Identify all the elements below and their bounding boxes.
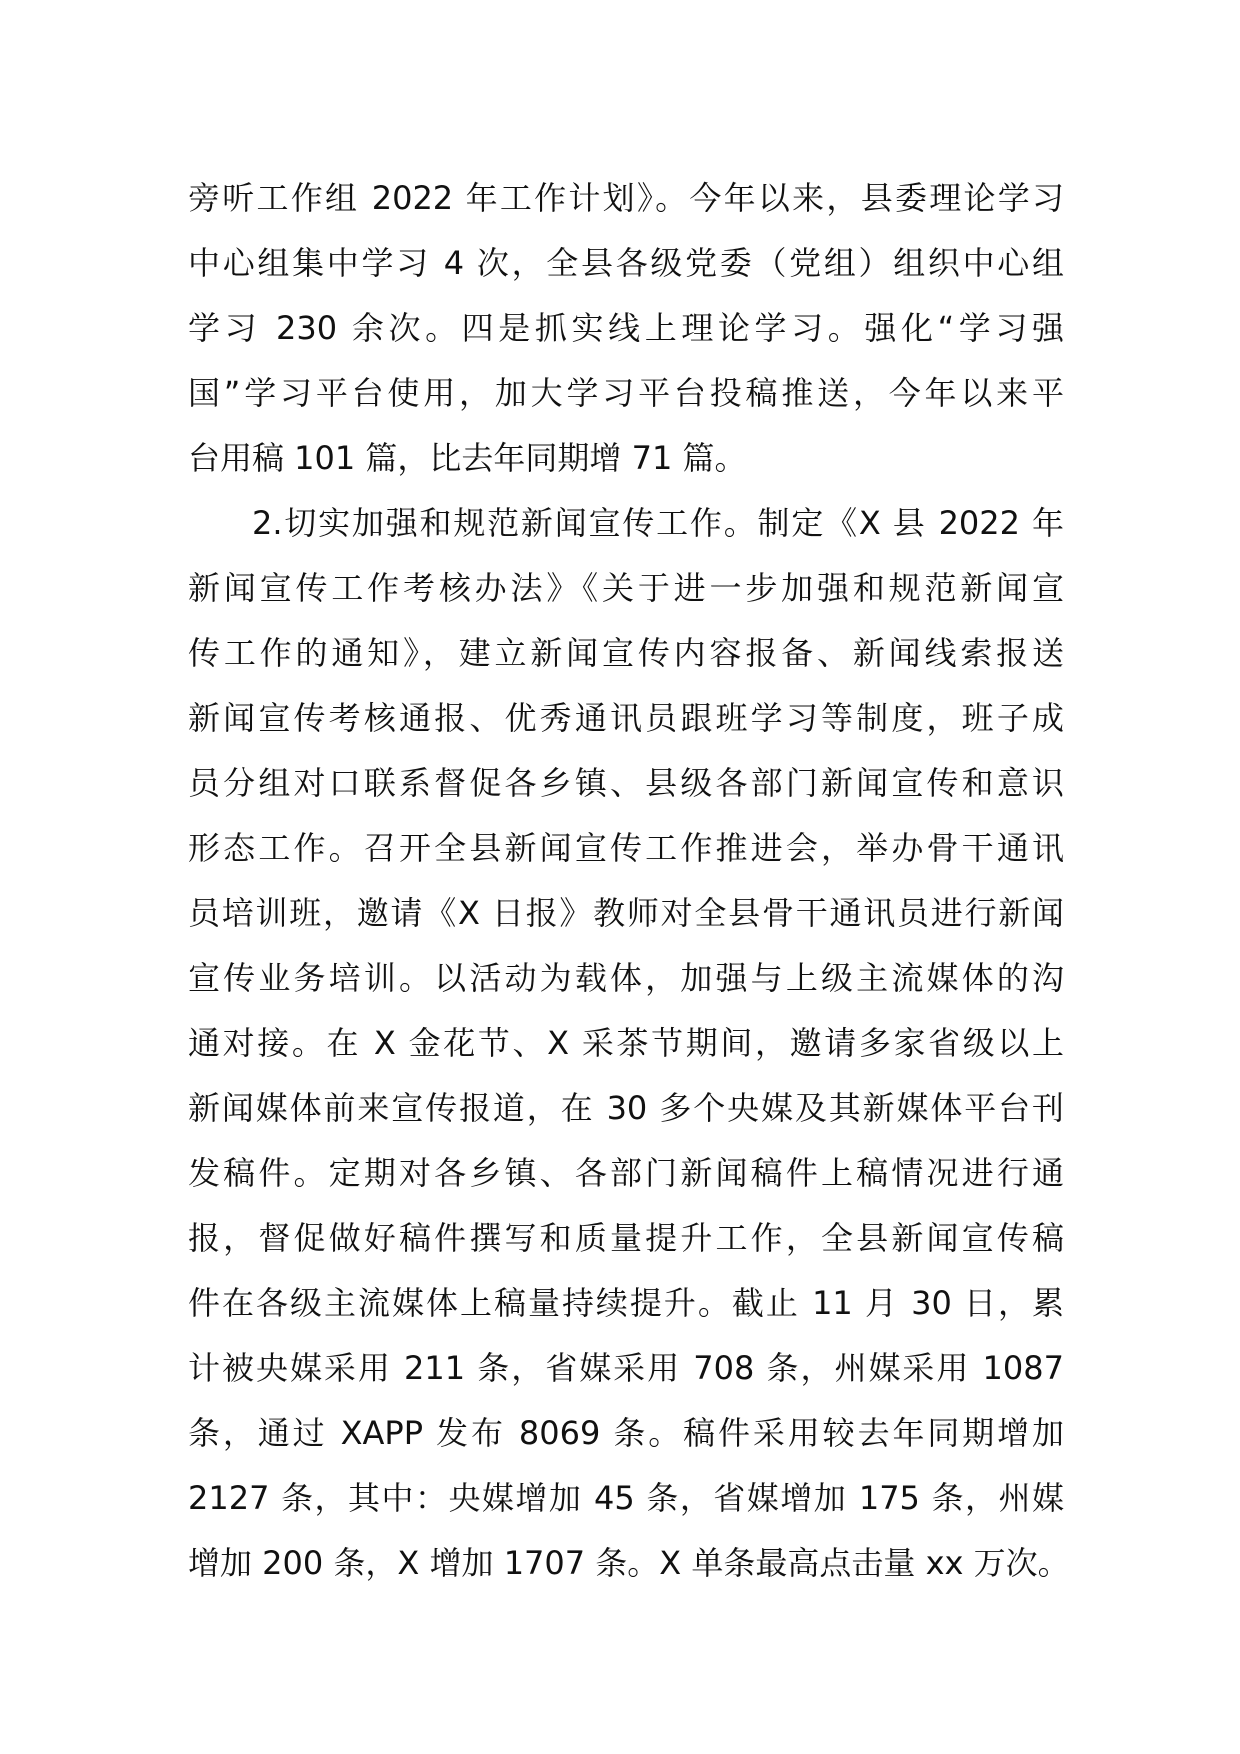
text-line: 台用稿 101 篇，比去年同期增 71 篇。 xyxy=(188,439,747,477)
paragraph-theory-study xyxy=(188,166,1064,491)
text-line: 通对接。在 X 金花节、X 采茶节期间，邀请多家省级以上 xyxy=(188,1024,1064,1062)
text-line: 员培训班，邀请《X 日报》教师对全县骨干通讯员进行新闻 xyxy=(188,894,1064,932)
text-line: 增加 200 条，X 增加 1707 条。X 单条最高点击量 xx 万次。 xyxy=(188,1544,1070,1582)
text-line: 宣传业务培训。以活动为载体，加强与上级主流媒体的沟 xyxy=(188,959,1064,997)
text-line: 中心组集中学习 4 次，全县各级党委（党组）组织中心组 xyxy=(188,244,1064,282)
text-line: 2127 条，其中：央媒增加 45 条，省媒增加 175 条，州媒 xyxy=(188,1479,1064,1517)
text-line: 件在各级主流媒体上稿量持续提升。截止 11 月 30 日，累 xyxy=(188,1284,1064,1322)
text-line: 旁听工作组 2022 年工作计划》。今年以来，县委理论学习 xyxy=(188,179,1064,217)
text-line: 新闻宣传考核通报、优秀通讯员跟班学习等制度，班子成 xyxy=(188,699,1064,737)
text-line: 学习 230 余次。四是抓实线上理论学习。强化“学习强 xyxy=(188,309,1064,347)
text-line: 发稿件。定期对各乡镇、各部门新闻稿件上稿情况进行通 xyxy=(188,1154,1064,1192)
text-line: 计被央媒采用 211 条，省媒采用 708 条，州媒采用 1087 xyxy=(188,1349,1064,1387)
text-line: 报，督促做好稿件撰写和质量提升工作，全县新闻宣传稿 xyxy=(188,1219,1064,1257)
text-line: 员分组对口联系督促各乡镇、县级各部门新闻宣传和意识 xyxy=(188,764,1064,802)
text-line: 2.切实加强和规范新闻宣传工作。制定《X 县 2022 年 xyxy=(252,504,1064,542)
text-line: 条，通过 XAPP 发布 8069 条。稿件采用较去年同期增加 xyxy=(188,1414,1064,1452)
text-line: 新闻宣传工作考核办法》《关于进一步加强和规范新闻宣 xyxy=(188,569,1064,607)
text-line: 传工作的通知》，建立新闻宣传内容报备、新闻线索报送 xyxy=(188,634,1064,672)
text-line: 新闻媒体前来宣传报道，在 30 多个央媒及其新媒体平台刊 xyxy=(188,1089,1064,1127)
document-body xyxy=(188,166,1070,1596)
text-line: 形态工作。召开全县新闻宣传工作推进会，举办骨干通讯 xyxy=(188,829,1064,867)
paragraph-news-publicity xyxy=(188,491,1070,1596)
text-line: 国”学习平台使用，加大学习平台投稿推送，今年以来平 xyxy=(188,374,1064,412)
